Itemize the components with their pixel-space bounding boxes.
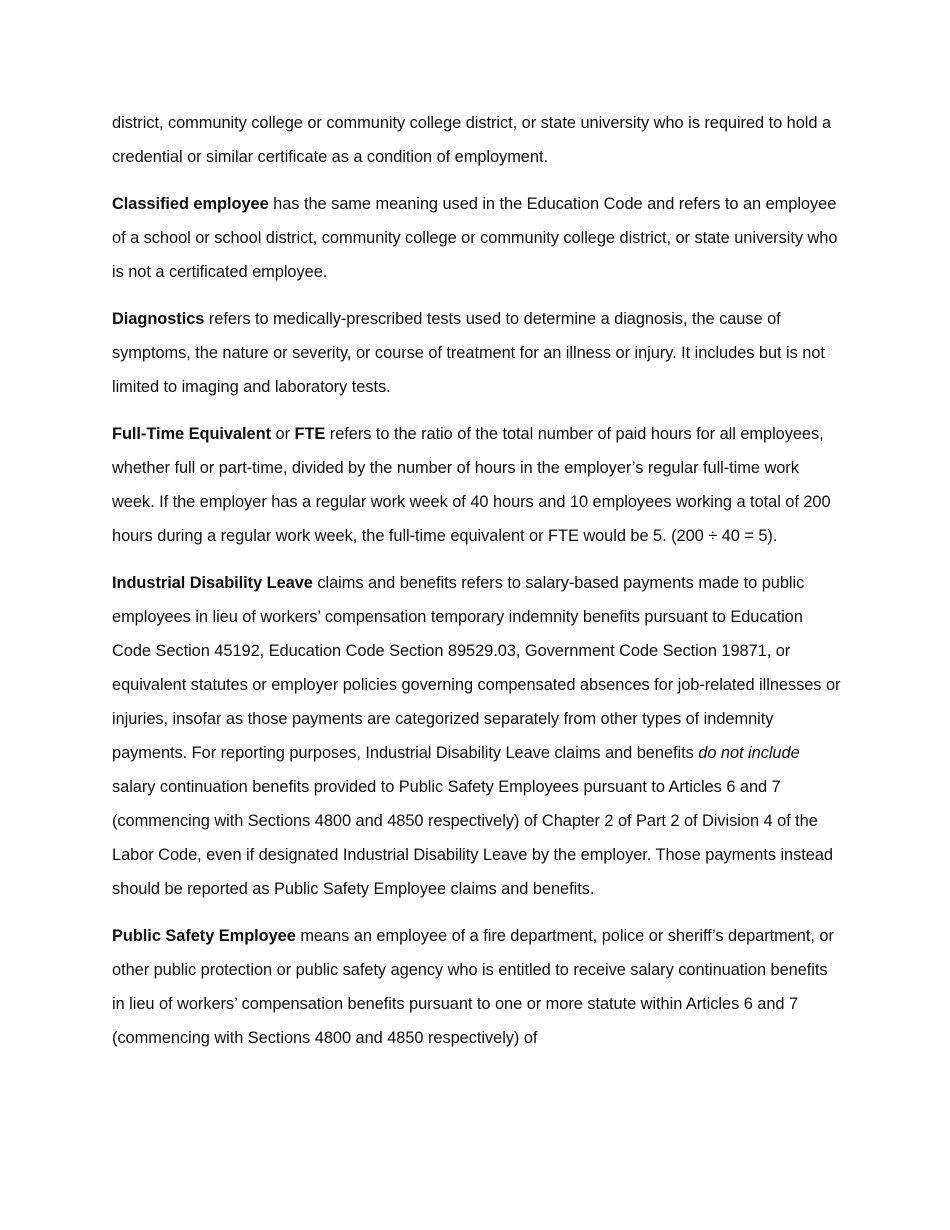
paragraph-text: refers to the ratio of the total number of paid hours for all employees, whether full or part-time, divided by the number of hours in the employer’s regular full-time work week. If the employer has a regular work week of 40 hours and 10 employees working a total of 200 hours during a regular work week, the full-time equivalent or FTE would be 5. (200 ÷ 40 = 5). — [112, 425, 831, 545]
paragraph-text: has the same meaning used in the Education Code and refers to an employee of a school or school district, community college or community college district, or state university who is not a certificated employee. — [112, 195, 838, 281]
paragraph-certificated-continuation — [112, 106, 842, 174]
paragraph-diagnostics — [112, 302, 842, 404]
paragraph-text-after: salary continuation benefits provided to Public Safety Employees pursuant to Articles 6 and 7 (commencing with Sections 4800 and 4850 respectively) of Chapter 2 of Part 2 of Division 4 of the Labor Code, even if designated Industrial Disability Leave by the employer. Those payments instead should be reported as Public Safety Employee claims and benefits. — [112, 778, 833, 898]
document-page — [112, 106, 842, 1068]
connector-text: or — [271, 425, 295, 443]
paragraph-text: refers to medically-prescribed tests used to determine a diagnosis, the cause of symptoms, the nature or severity, or course of treatment for an illness or injury. It includes but is not limited to imaging and laboratory tests. — [112, 310, 825, 396]
term-full-time-equivalent: Full-Time Equivalent — [112, 425, 271, 443]
paragraph-text-before: claims and benefits refers to salary-based payments made to public employees in lieu of workers’ compensation temporary indemnity benefits pursuant to Education Code Section 45192, Education Code Section 89529.03, Government Code Section 19871, or equivalent statutes or employer policies governing compensated absences for job-related illnesses or injuries, insofar as those payments are categorized separately from other types of indemnity payments. For reporting purposes, Industrial Disability Leave claims and benefits — [112, 574, 841, 762]
paragraph-classified-employee — [112, 187, 842, 289]
paragraph-text: means an employee of a fire department, police or sheriff’s department, or other public protection or public safety agency who is entitled to receive salary continuation benefits in lieu of workers’ compensation benefits pursuant to one or more statute within Articles 6 and 7 (commencing with Sections 4800 and 4850 respectively) of — [112, 927, 834, 1047]
paragraph-text: district, community college or community college district, or state university who is required to hold a credential or similar certificate as a condition of employment. — [112, 114, 832, 166]
paragraph-public-safety-employee — [112, 919, 842, 1055]
term-public-safety-employee: Public Safety Employee — [112, 927, 296, 945]
paragraph-full-time-equivalent — [112, 417, 842, 553]
paragraph-industrial-disability-leave — [112, 566, 842, 906]
term-fte: FTE — [294, 425, 326, 443]
term-classified-employee: Classified employee — [112, 195, 269, 213]
term-diagnostics: Diagnostics — [112, 310, 205, 328]
term-industrial-disability-leave: Industrial Disability Leave — [112, 574, 313, 592]
italic-emphasis: do not include — [698, 744, 800, 762]
